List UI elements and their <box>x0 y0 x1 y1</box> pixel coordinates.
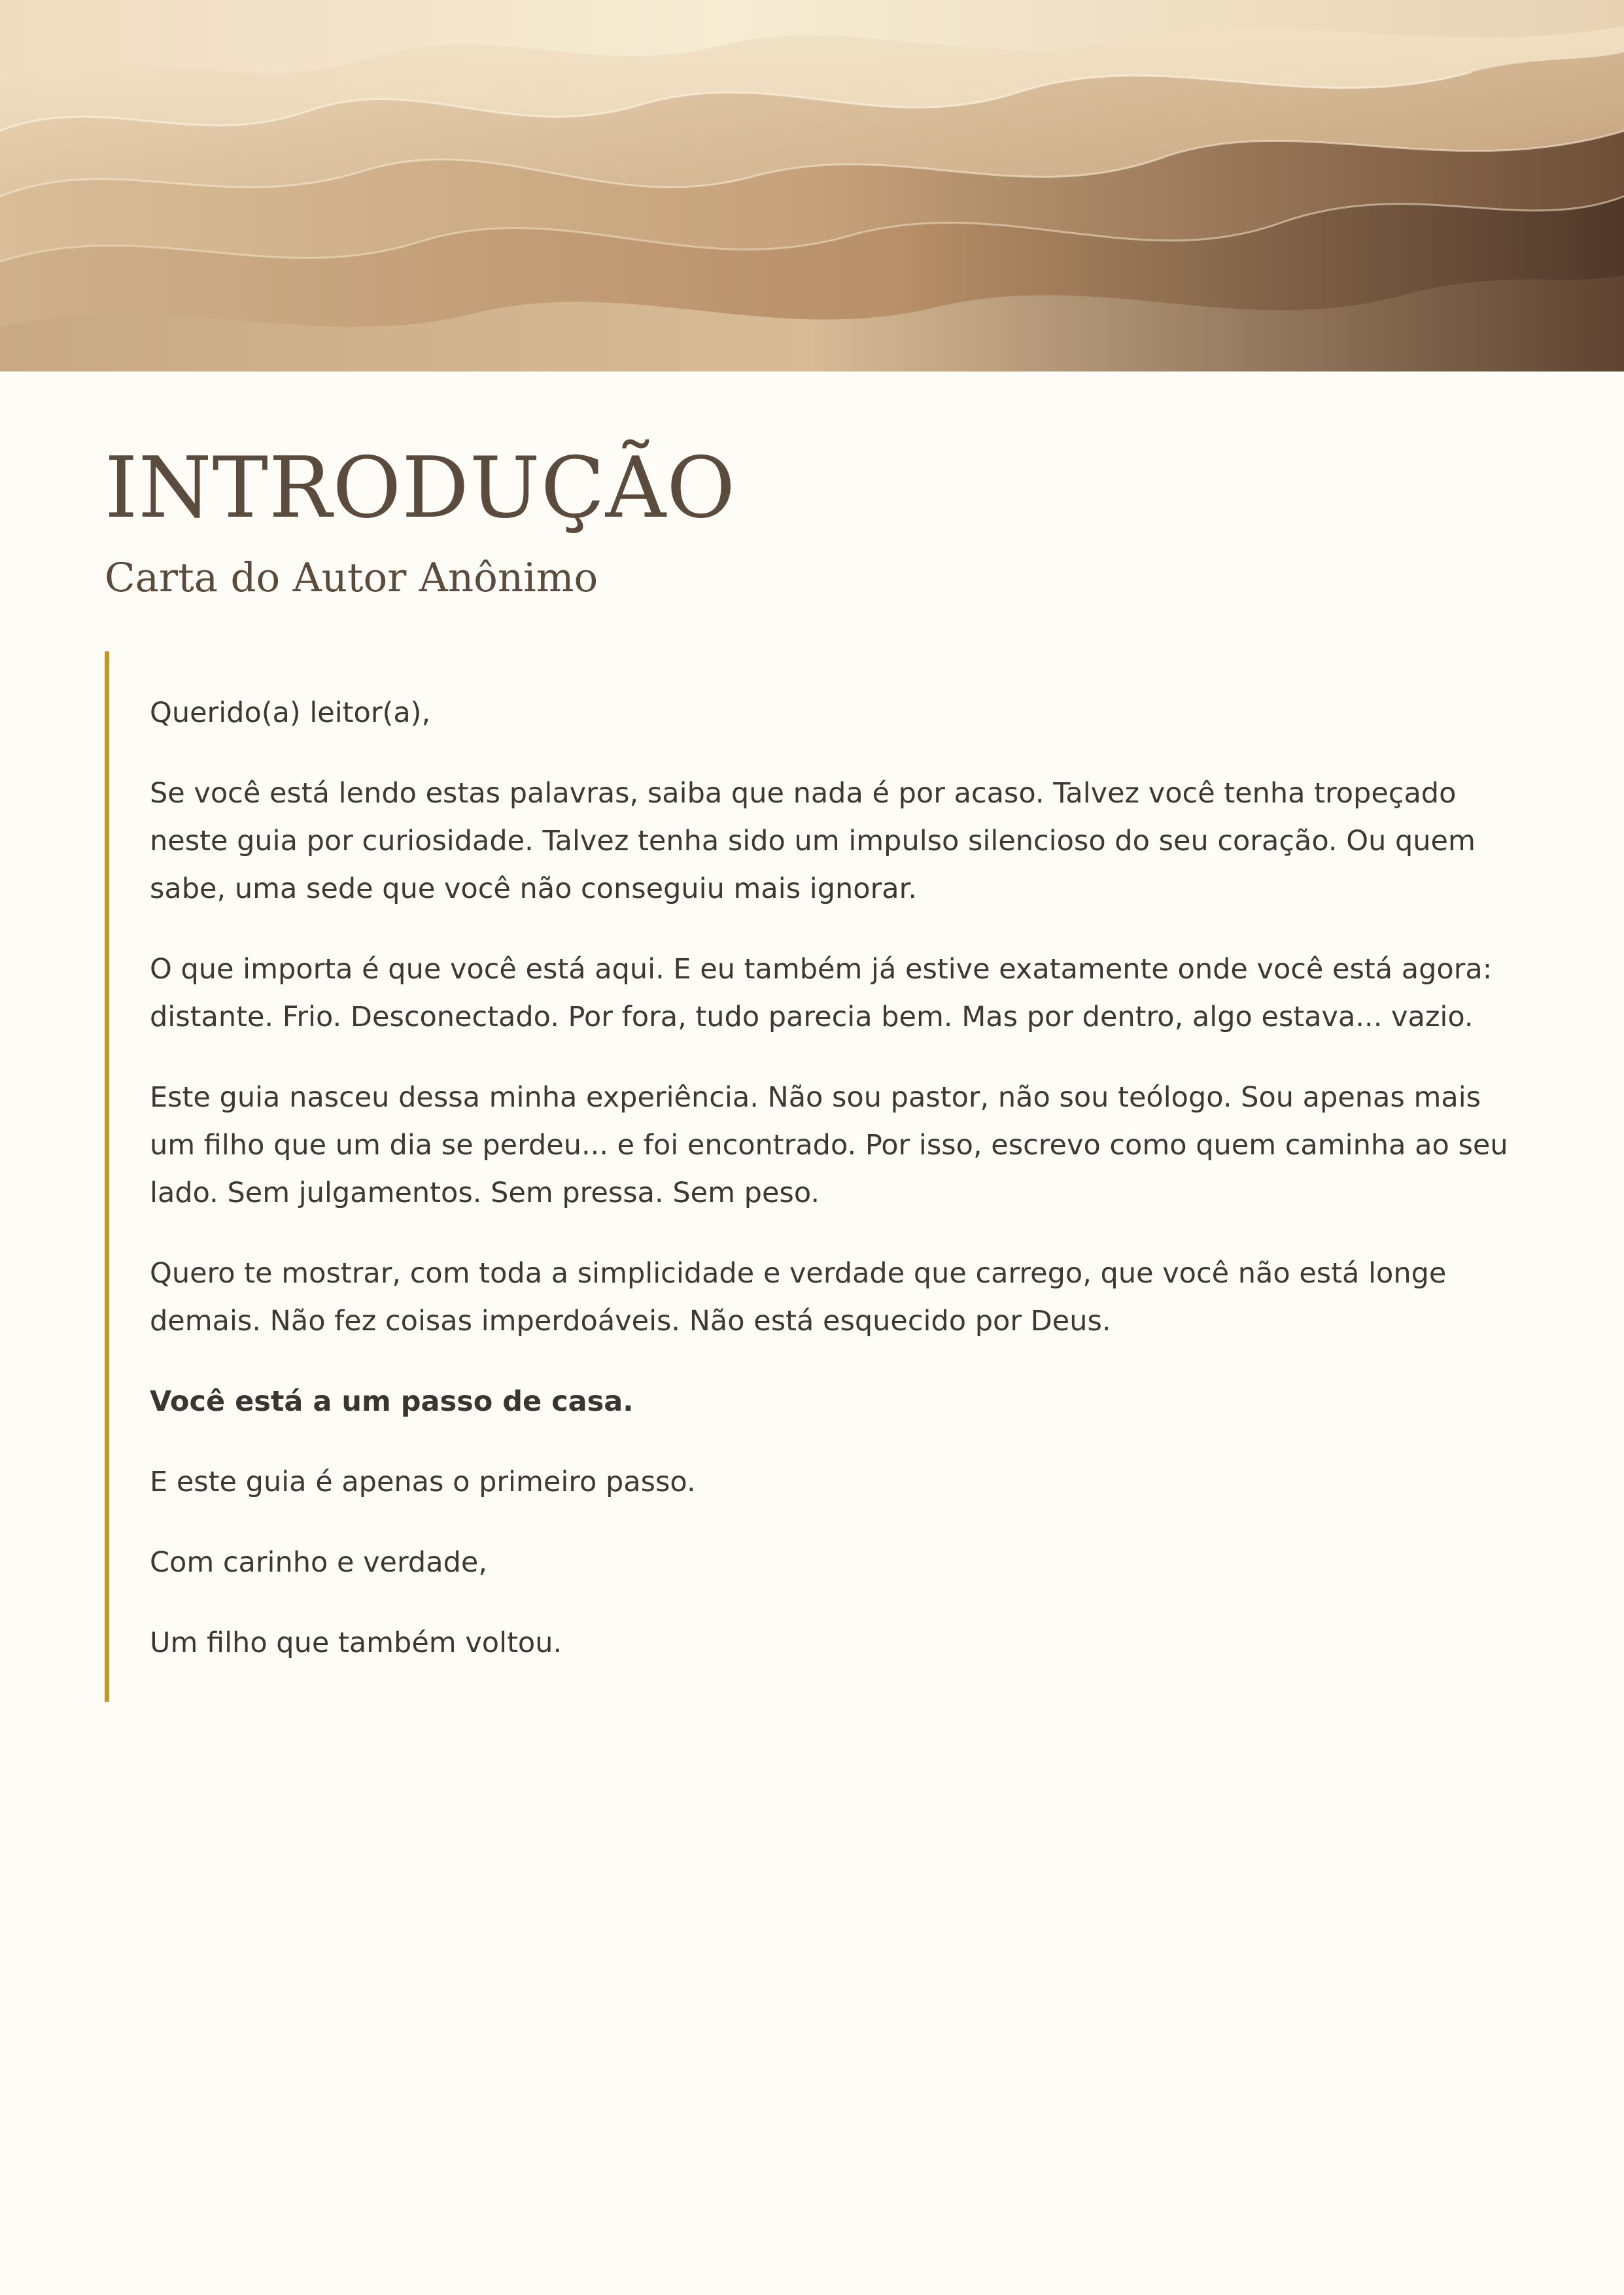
letter-highlight: Você está a um passo de casa. <box>150 1385 634 1418</box>
hero-image <box>0 0 1624 371</box>
letter-paragraph: Querido(a) leitor(a), <box>150 697 431 729</box>
letter-signature: Um filho que também voltou. <box>150 1627 562 1659</box>
letter-paragraph: O que importa é que você está aqui. E eu também já estive exatamente onde você está agora: distante. Frio. Desconectado. Por fora, tudo parecia bem. Mas por dentro, algo estava... vazio. <box>150 953 1493 1033</box>
page-title: INTRODUÇÃO <box>105 440 736 537</box>
letter-paragraph: Quero te mostrar, com toda a simplicidade e verdade que carrego, que você não está longe demais. Não fez coisas imperdoáveis. Não está esquecido por Deus. <box>150 1257 1447 1337</box>
letter-closing: Com carinho e verdade, <box>150 1546 487 1579</box>
letter-paragraph: Se você está lendo estas palavras, saiba que nada é por acaso. Talvez você tenha tropeçado neste guia por curiosidade. Talvez tenha sido um impulso silencioso do seu coração. Ou quem sabe, uma sede que você não conseguiu mais ignorar. <box>150 777 1476 905</box>
letter-body <box>105 651 1519 1702</box>
desert-dunes-illustration <box>0 0 1624 371</box>
page-subtitle: Carta do Autor Anônimo <box>105 555 598 601</box>
letter-paragraph: E este guia é apenas o primeiro passo. <box>150 1466 696 1498</box>
letter-paragraph: Este guia nasceu dessa minha experiência. Não sou pastor, não sou teólogo. Sou apenas mais um filho que um dia se perdeu... e foi encontrado. Por isso, escrevo como quem caminha ao seu lado. Sem julgamentos. Sem pressa. Sem peso. <box>150 1081 1508 1209</box>
